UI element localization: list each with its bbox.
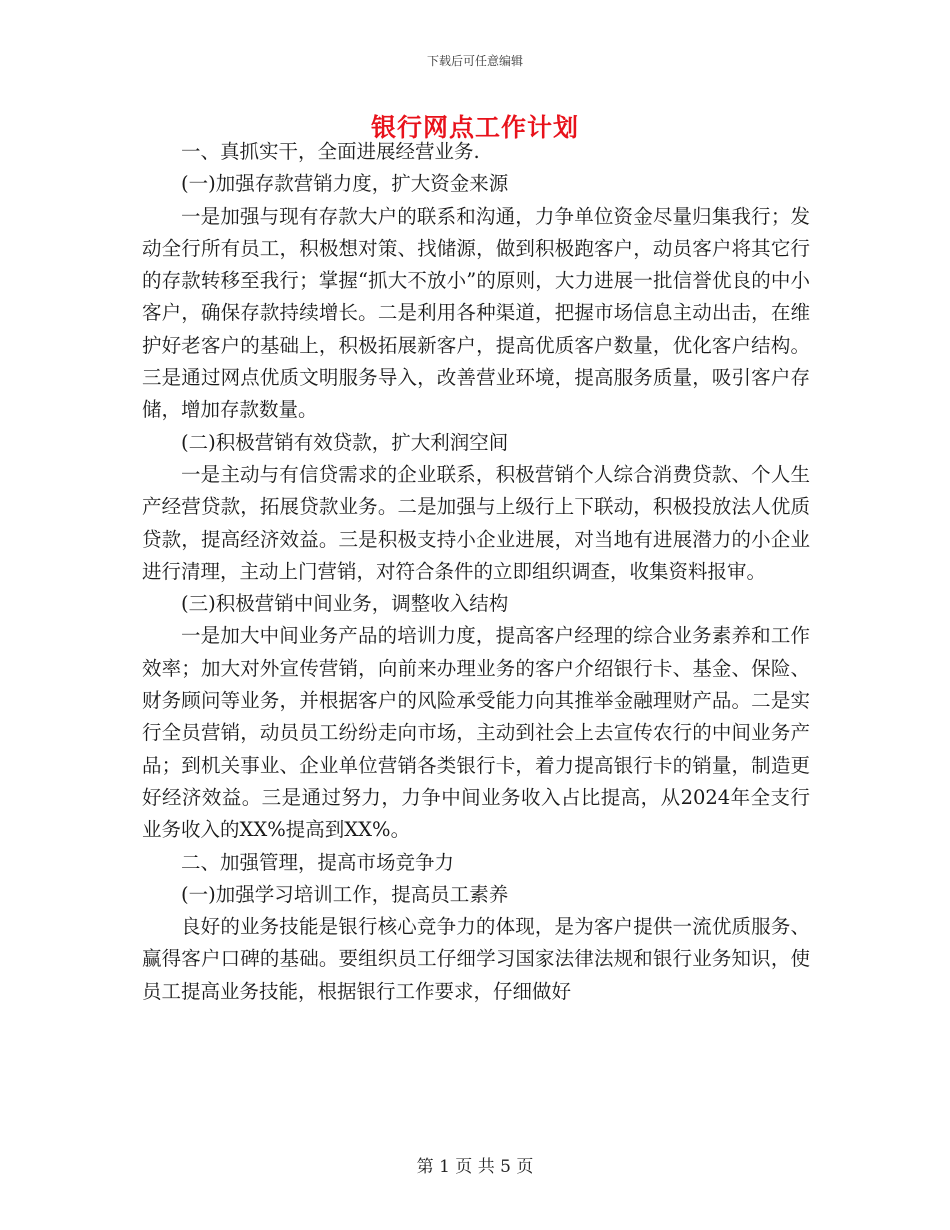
body-paragraph: 一是加大中间业务产品的培训力度，提高客户经理的综合业务素养和工作效率；加大对外宣传营销，向前来办理业务的客户介绍银行卡、基金、保险、财务顾问等业务，并根据客户的风险承受能力向其推举金融理财产品。二是实行全员营销，动员员工纷纷走向市场，主动到社会上去宣传农行的中间业务产品；到机关事业、企业单位营销各类银行卡，着力提高银行卡的销量，制造更好经济效益。三是通过努力，力争中间业务收入占比提高，从2024年全支行业务收入的XX%提高到XX%。 bbox=[142, 624, 810, 842]
subsection-heading: (三)积极营销中间业务，调整收入结构 bbox=[181, 592, 509, 616]
body-paragraph: 良好的业务技能是银行核心竞争力的体现，是为客户提供一流优质服务、赢得客户口碑的基础。要组织员工仔细学习国家法律法规和银行业务知识，使员工提高业务技能，根据银行工作要求，仔细做好 bbox=[142, 915, 810, 1003]
page-number: 第 1 页 共 5 页 bbox=[416, 1157, 534, 1177]
subsection-heading: (一)加强存款营销力度，扩大资金来源 bbox=[181, 172, 509, 196]
document-title: 银行网点工作计划 bbox=[370, 113, 579, 142]
section-heading: 二、加强管理，提高市场竞争力 bbox=[181, 850, 455, 874]
header-note: 下载后可任意编辑 bbox=[426, 54, 523, 68]
section-heading: 一、真抓实干，全面进展经营业务. bbox=[181, 140, 480, 163]
body-paragraph: 一是主动与有信贷需求的企业联系，积极营销个人综合消费贷款、个人生产经营贷款，拓展贷款业务。二是加强与上级行上下联动，积极投放法人优质贷款，提高经济效益。三是积极支持小企业进展，对当地有进展潜力的小企业进行清理，主动上门营销，对符合条件的立即组织调查，收集资料报审。 bbox=[142, 462, 810, 583]
document-body bbox=[142, 136, 810, 1008]
subsection-heading: (一)加强学习培训工作，提高员工素养 bbox=[181, 882, 509, 906]
subsection-heading: (二)积极营销有效贷款，扩大利润空间 bbox=[181, 430, 509, 454]
body-paragraph: 一是加强与现有存款大户的联系和沟通，力争单位资金尽量归集我行；发动全行所有员工，积极想对策、找储源，做到积极跑客户，动员客户将其它行的存款转移至我行；掌握“抓大不放小”的原则，大力进展一批信誉优良的中小客户，确保存款持续增长。二是利用各种渠道，把握市场信息主动出击，在维护好老客户的基础上，积极拓展新客户，提高优质客户数量，优化客户结构。三是通过网点优质文明服务导入，改善营业环境，提高服务质量，吸引客户存储，增加存款数量。 bbox=[142, 204, 810, 422]
